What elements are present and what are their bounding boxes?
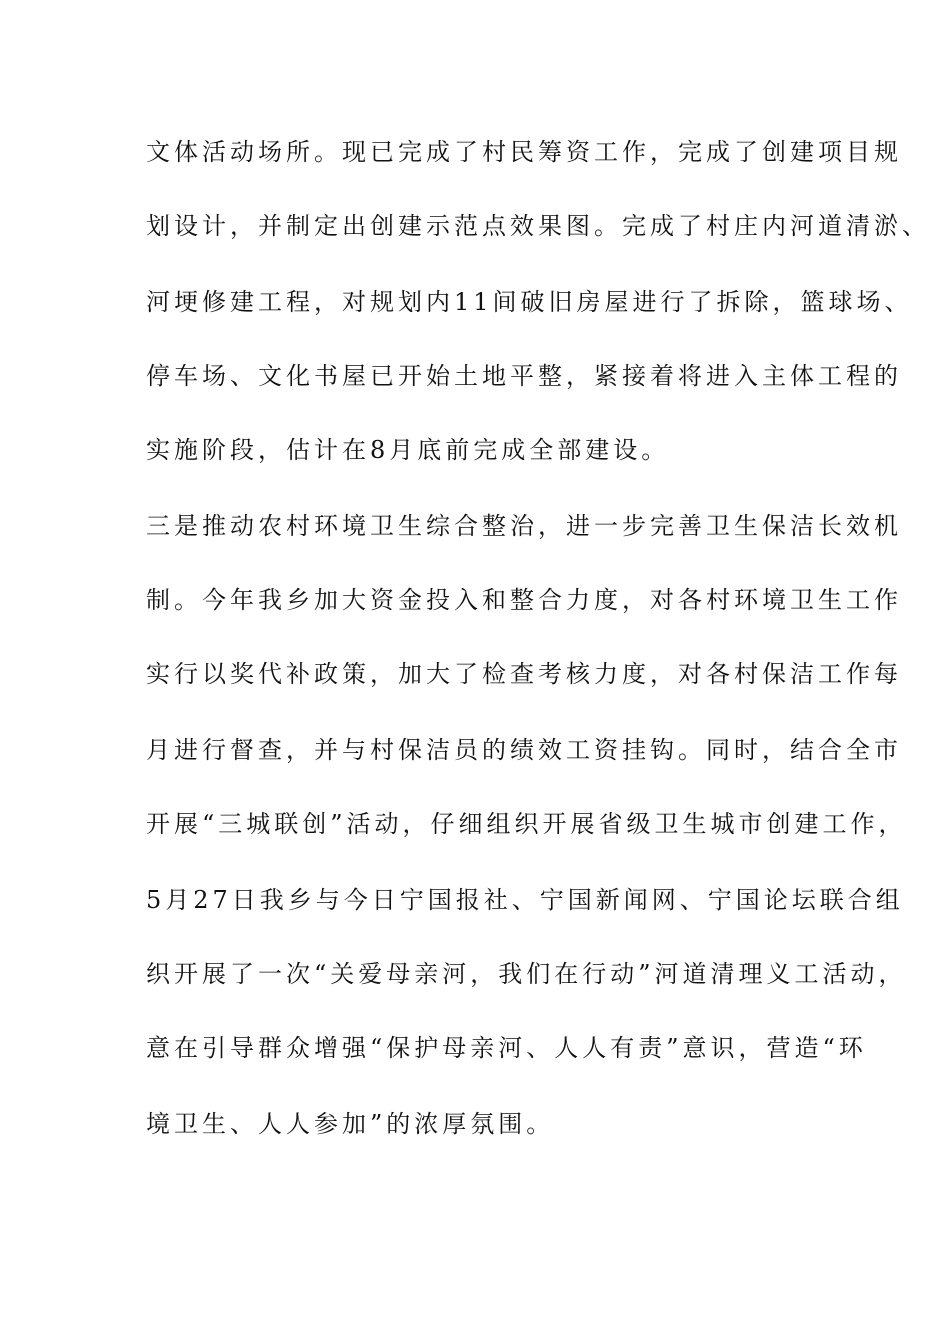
text-line: 织开展了一次“关爱母亲河，我们在行动”河道清理义工活动，	[146, 960, 907, 988]
text-line: 文体活动场所。现已完成了村民筹资工作，完成了创建项目规	[146, 138, 902, 166]
text-line: 制。今年我乡加大资金投入和整合力度，对各村环境卫生工作	[146, 586, 902, 614]
text-line: 三是推动农村环境卫生综合整治，进一步完善卫生保洁长效机	[146, 512, 902, 540]
text-line: 月进行督查，并与村保洁员的绩效工资挂钩。同时，结合全市	[146, 736, 902, 764]
text-line: 实施阶段，估计在8月底前完成全部建设。	[146, 436, 670, 464]
text-line: 境卫生、人人参加”的浓厚氛围。	[146, 1110, 555, 1138]
text-line: 河埂修建工程，对规划内11间破旧房屋进行了拆除，篮球场、	[146, 288, 913, 316]
text-line: 实行以奖代补政策，加大了检查考核力度，对各村保洁工作每	[146, 660, 902, 688]
text-line: 5月27日我乡与今日宁国报社、宁国新闻网、宁国论坛联合组	[146, 886, 904, 914]
text-line: 意在引导群众增强“保护母亲河、人人有责”意识，营造“环	[146, 1034, 867, 1062]
text-line: 开展“三城联创”活动，仔细组织开展省级卫生城市创建工作，	[146, 810, 907, 838]
text-line: 停车场、文化书屋已开始土地平整，紧接着将进入主体工程的	[146, 362, 902, 390]
text-line: 划设计，并制定出创建示范点效果图。完成了村庄内河道清淤、	[146, 212, 930, 240]
